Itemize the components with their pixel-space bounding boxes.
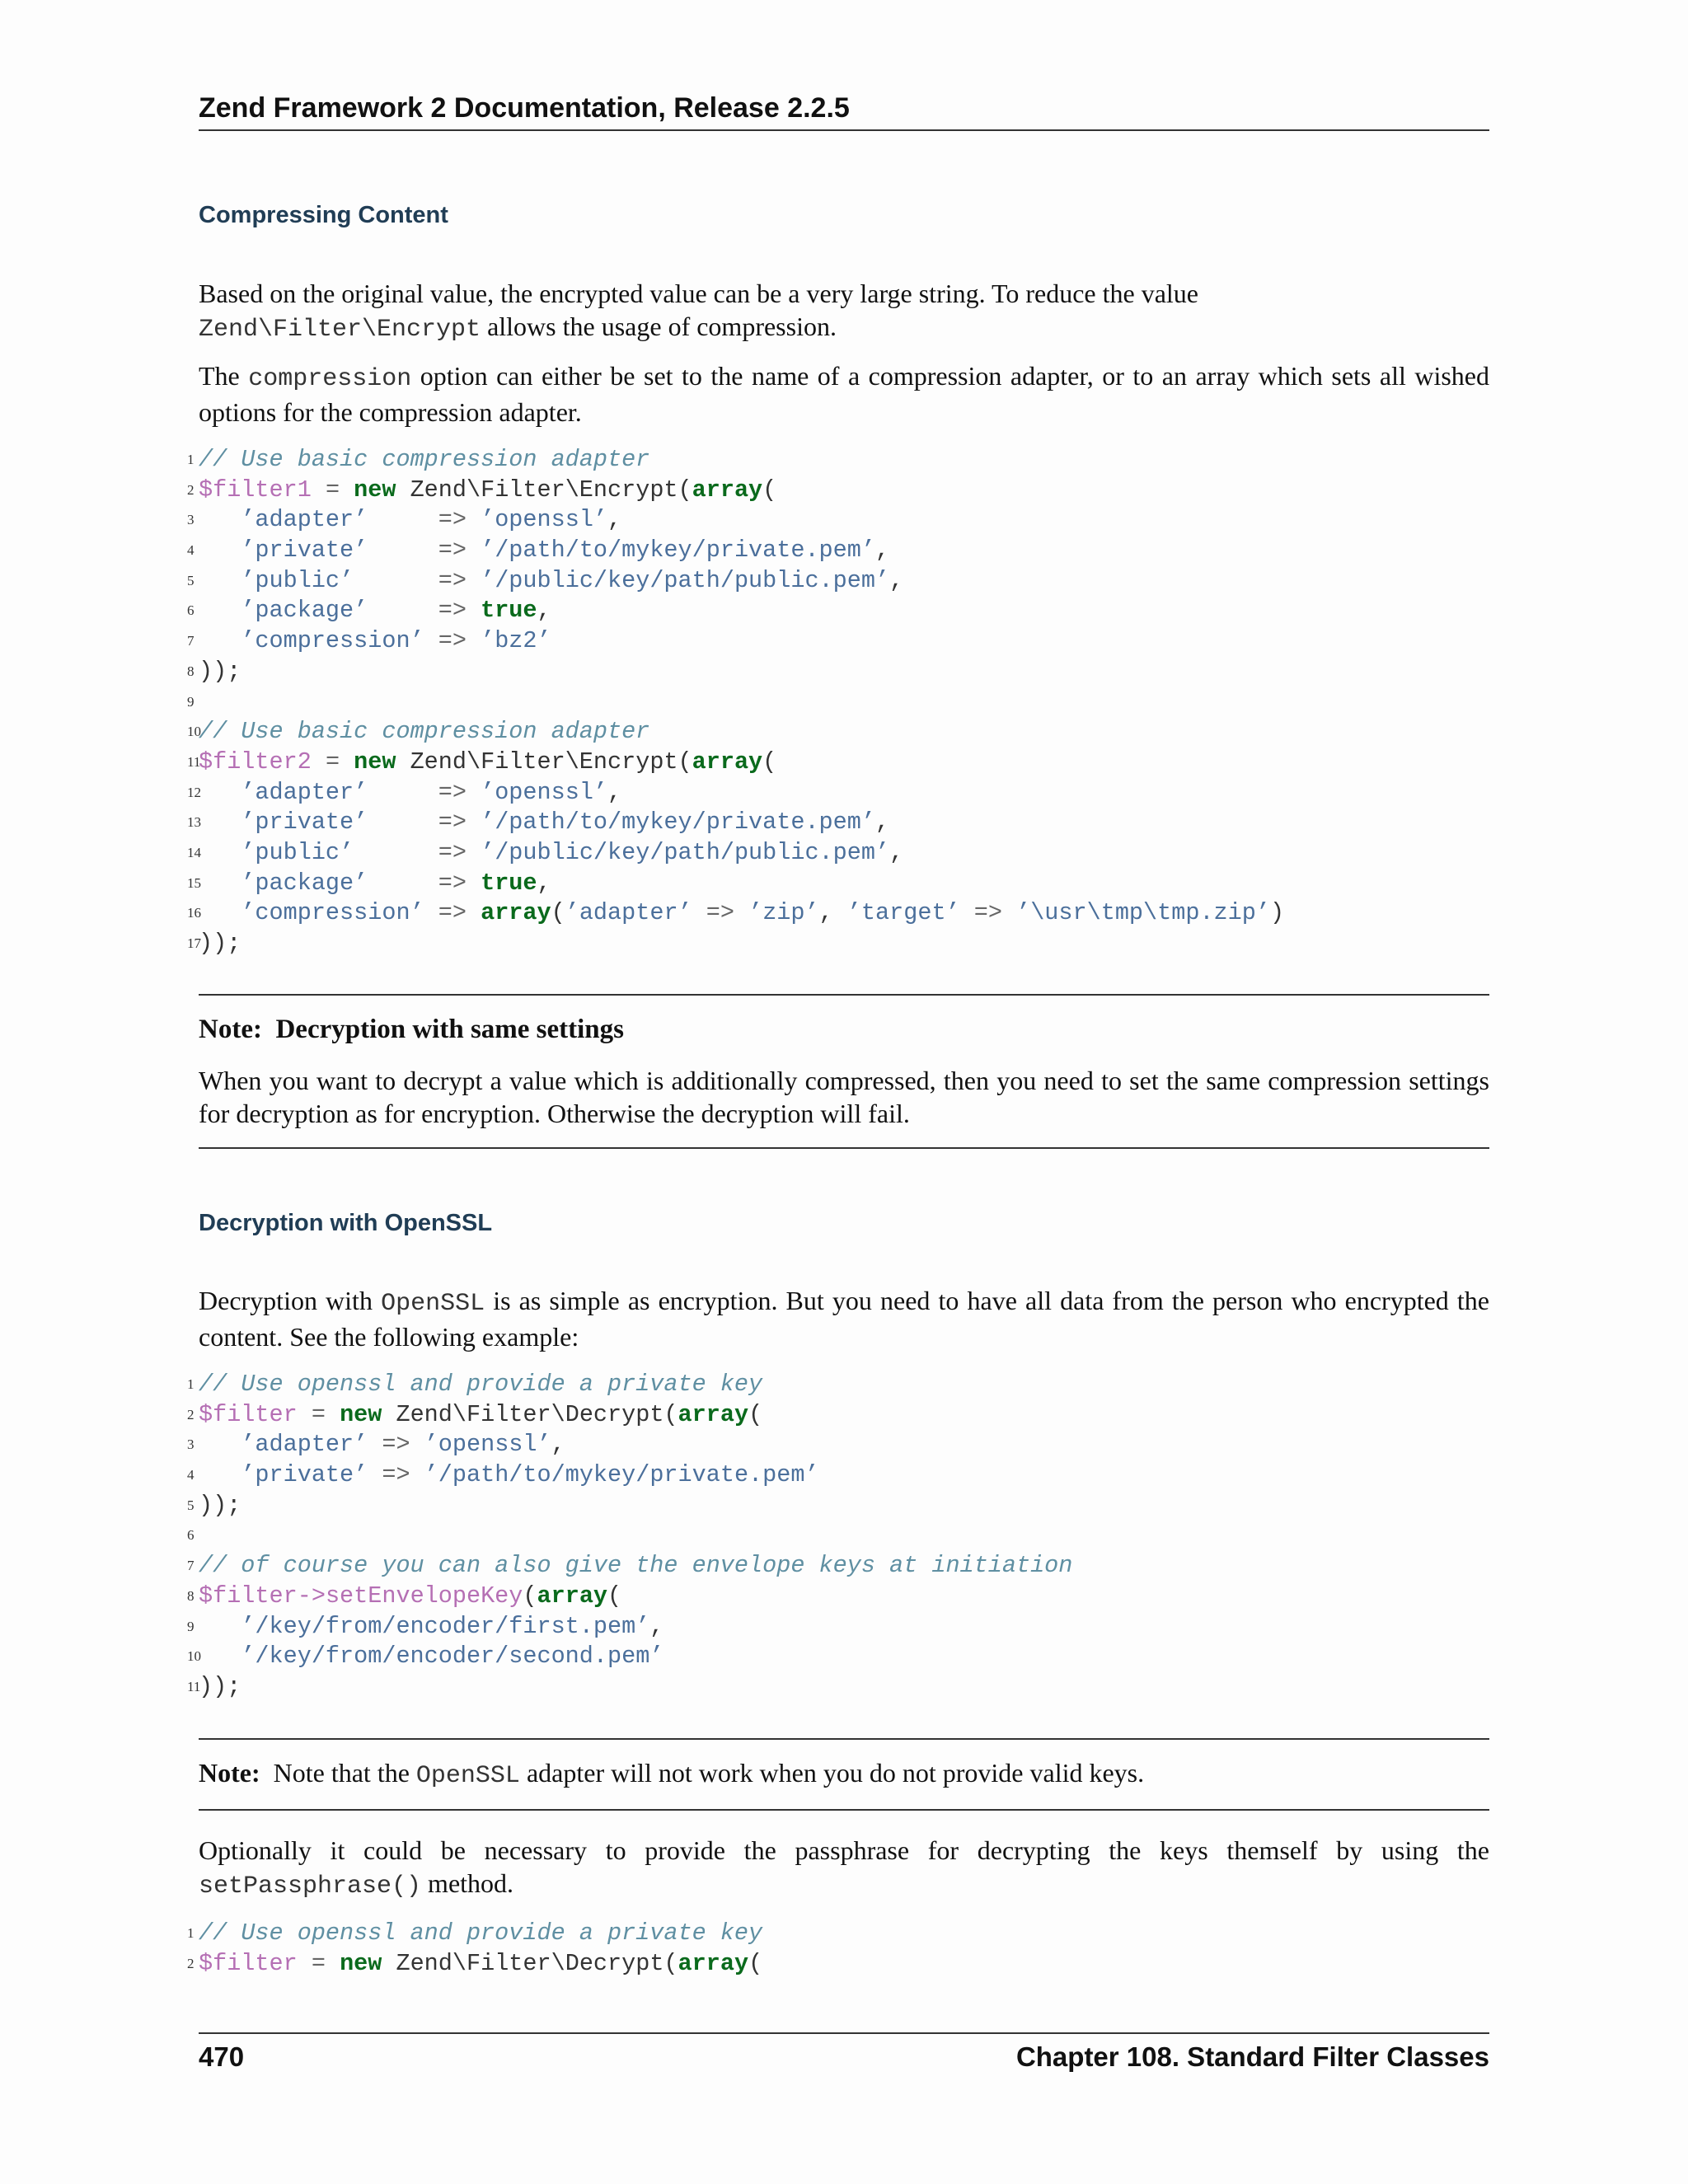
line-number: 7 xyxy=(187,1558,195,1574)
line-number: 12 xyxy=(187,784,201,800)
page-number: 470 xyxy=(199,2041,245,2072)
line-number: 16 xyxy=(187,905,201,921)
line-number: 7 xyxy=(187,633,195,649)
footer-rule xyxy=(199,2032,1489,2034)
line-number: 14 xyxy=(187,844,201,860)
line-number: 6 xyxy=(187,602,195,619)
paragraph-passphrase xyxy=(199,1834,1489,1903)
code-text: ’private’ => ’/path/to/mykey/private.pem’ xyxy=(241,1461,819,1489)
inline-code: OpenSSL xyxy=(381,1290,485,1318)
code-line xyxy=(116,1521,1501,1551)
code-text: $filter2 = new Zend\Filter\Encrypt(array( xyxy=(199,748,777,776)
line-number: 11 xyxy=(187,753,201,770)
line-number: 9 xyxy=(187,1618,195,1634)
code-text: )); xyxy=(199,930,241,957)
inline-code: compression xyxy=(248,365,412,393)
line-number: 8 xyxy=(187,1587,195,1604)
note-openssl-keys xyxy=(199,1756,1489,1793)
line-number: 9 xyxy=(187,693,195,710)
code-text: )); xyxy=(199,657,241,685)
code-block-passphrase xyxy=(116,1919,1501,1979)
inline-code: Zend\Filter\Encrypt xyxy=(199,316,481,344)
text: option can either be set to the name of a compression adapter, or to an array which sets all wished options for the compression adapter. xyxy=(199,361,1490,427)
line-number: 10 xyxy=(187,724,201,740)
line-number: 11 xyxy=(187,1678,201,1694)
code-text: // Use basic compression adapter xyxy=(199,446,650,473)
code-line xyxy=(116,869,1501,899)
code-line xyxy=(116,929,1501,959)
code-text: ’package’ => true, xyxy=(241,597,551,625)
code-line xyxy=(116,1460,1501,1491)
code-line xyxy=(116,476,1501,506)
code-text: // Use basic compression adapter xyxy=(199,718,650,746)
inline-code: setPassphrase() xyxy=(199,1872,422,1900)
code-block-compression xyxy=(116,445,1501,959)
code-line xyxy=(116,1491,1501,1521)
note2-rule-bottom xyxy=(199,1809,1489,1811)
code-text: $filter1 = new Zend\Filter\Encrypt(array( xyxy=(199,476,777,504)
line-number: 6 xyxy=(187,1527,195,1544)
note2-rule-top xyxy=(199,1738,1489,1740)
line-number: 17 xyxy=(187,935,201,951)
line-number: 8 xyxy=(187,663,195,679)
text: The xyxy=(199,361,249,391)
section-heading-compressing: Compressing Content xyxy=(199,202,448,228)
line-number: 4 xyxy=(187,542,195,559)
line-number: 15 xyxy=(187,874,201,891)
code-line xyxy=(116,687,1501,718)
text: Decryption with xyxy=(199,1286,382,1315)
note-decryption-settings-text: When you want to decrypt a value which is additionally compressed, then you need to set the same compression settings for decryption as for encryption. Otherwise the decryption will fail. xyxy=(199,1066,1489,1128)
code-line xyxy=(116,445,1501,476)
line-number: 2 xyxy=(187,481,195,498)
line-number: 1 xyxy=(187,452,195,467)
line-number: 4 xyxy=(187,1467,195,1483)
code-text: ’adapter’ => ’openssl’, xyxy=(241,1431,565,1459)
text: Optionally it could be necessary to provide the passphrase for decrypting the keys themself by using the xyxy=(199,1835,1489,1865)
code-text: $filter = new Zend\Filter\Decrypt(array( xyxy=(199,1400,763,1428)
code-line xyxy=(116,778,1501,808)
code-line xyxy=(116,596,1501,626)
line-number: 13 xyxy=(187,814,201,831)
code-text: $filter->setEnvelopeKey(array( xyxy=(199,1582,622,1610)
paragraph-compression-option xyxy=(199,359,1489,429)
text: allows the usage of compression. xyxy=(481,312,837,341)
line-number: 1 xyxy=(187,1376,195,1392)
line-number: 2 xyxy=(187,1406,195,1422)
code-text: // Use openssl and provide a private key xyxy=(199,1919,763,1947)
code-line xyxy=(116,1949,1501,1980)
text: method. xyxy=(421,1868,514,1898)
code-line xyxy=(116,1370,1501,1400)
code-line xyxy=(116,505,1501,536)
text: Based on the original value, the encrypted value can be a very large string. To reduce the value xyxy=(199,279,1198,308)
chapter-title: Chapter 108. Standard Filter Classes xyxy=(1015,2041,1489,2072)
section-heading-decryption: Decryption with OpenSSL xyxy=(199,1210,493,1236)
text: adapter will not work when you do not provide valid keys. xyxy=(519,1758,1145,1788)
code-line xyxy=(116,1400,1501,1431)
line-number: 5 xyxy=(187,572,195,588)
code-text: ’/key/from/encoder/first.pem’, xyxy=(241,1612,664,1640)
code-text: // Use openssl and provide a private key xyxy=(199,1371,763,1398)
code-line xyxy=(116,1612,1501,1643)
note-rule-bottom xyxy=(199,1147,1489,1149)
line-number: 5 xyxy=(187,1497,195,1513)
code-line xyxy=(116,1582,1501,1612)
line-number: 1 xyxy=(187,1925,195,1941)
code-line xyxy=(116,1430,1501,1460)
code-line xyxy=(116,808,1501,838)
code-line xyxy=(116,536,1501,566)
paragraph-decryption-intro xyxy=(199,1284,1489,1353)
code-line xyxy=(116,748,1501,778)
header-rule xyxy=(199,129,1489,131)
code-text: ’private’ => ’/path/to/mykey/private.pem’, xyxy=(241,808,890,837)
code-line xyxy=(116,1551,1501,1582)
code-line xyxy=(116,1919,1501,1949)
running-header: Zend Framework 2 Documentation, Release 2.2.5 xyxy=(199,92,850,124)
code-block-decryption xyxy=(116,1370,1501,1703)
line-number: 3 xyxy=(187,512,195,528)
note-label: Note: xyxy=(199,1758,260,1788)
line-number: 3 xyxy=(187,1436,195,1453)
code-text: ’/key/from/encoder/second.pem’ xyxy=(241,1643,664,1671)
note-title: Decryption with same settings xyxy=(275,1015,625,1044)
note-rule-top xyxy=(199,994,1489,996)
text: is as simple as encryption. But you need to have all data from the person who encrypted the content. See the following example: xyxy=(199,1286,1490,1352)
code-text: ’adapter’ => ’openssl’, xyxy=(241,778,622,806)
code-line xyxy=(116,566,1501,597)
code-text: ’private’ => ’/path/to/mykey/private.pem’, xyxy=(241,537,890,565)
paragraph-compression-intro xyxy=(199,277,1489,346)
note-decryption-settings-title xyxy=(199,1015,624,1045)
code-text: // of course you can also give the envelope keys at initiation xyxy=(199,1552,1073,1580)
code-text: ’compression’ => array(’adapter’ => ’zip’, ’target’ => ’\usr\tmp\tmp.zip’) xyxy=(241,899,1285,927)
text: Note that the xyxy=(273,1758,416,1788)
code-text: )); xyxy=(199,1491,241,1519)
inline-code: OpenSSL xyxy=(415,1762,520,1790)
code-line xyxy=(116,717,1501,748)
code-line xyxy=(116,657,1501,687)
code-line xyxy=(116,626,1501,657)
code-line xyxy=(116,1642,1501,1672)
code-text: ’public’ => ’/public/key/path/public.pem’, xyxy=(241,566,904,594)
note-label: Note: xyxy=(199,1015,262,1044)
code-text: ’package’ => true, xyxy=(241,869,551,897)
code-line xyxy=(116,838,1501,869)
code-line xyxy=(116,898,1501,929)
line-number: 10 xyxy=(187,1648,201,1665)
code-text: $filter = new Zend\Filter\Decrypt(array( xyxy=(199,1949,763,1977)
code-text: ’compression’ => ’bz2’ xyxy=(241,627,551,655)
code-text: )); xyxy=(199,1672,241,1700)
code-line xyxy=(116,1672,1501,1703)
code-text: ’adapter’ => ’openssl’, xyxy=(241,506,622,534)
code-text: ’public’ => ’/public/key/path/public.pem’, xyxy=(241,838,904,866)
line-number: 2 xyxy=(187,1955,195,1971)
